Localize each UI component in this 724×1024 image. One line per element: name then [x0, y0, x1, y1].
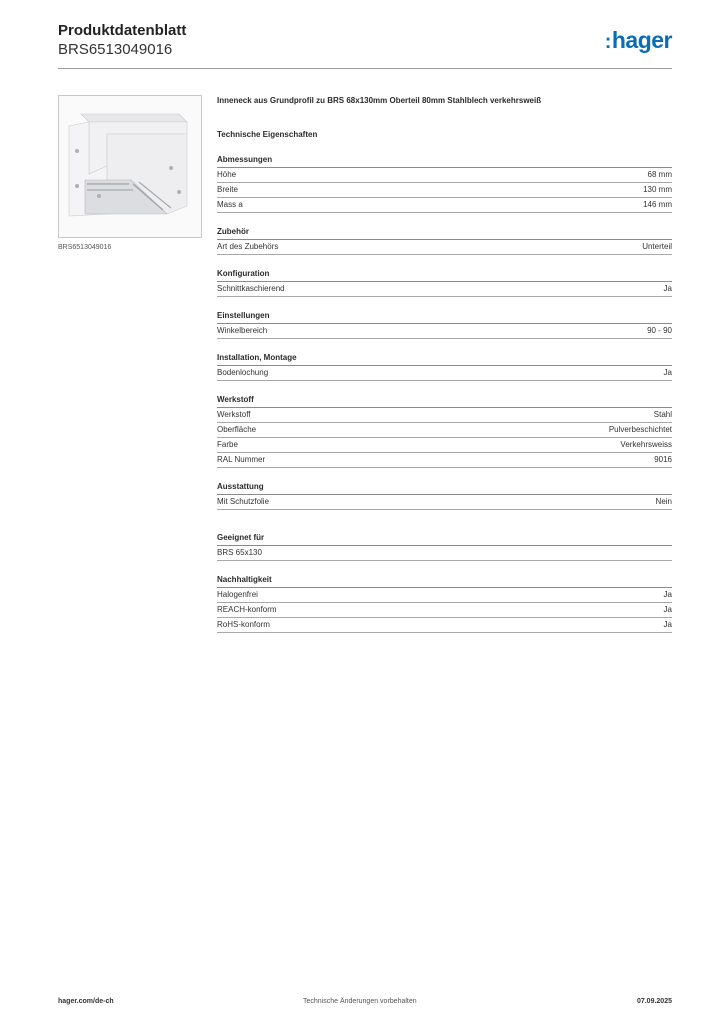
section-heading: Abmessungen [217, 155, 672, 168]
property-value: 68 mm [647, 170, 672, 179]
property-value: Ja [663, 605, 672, 614]
image-caption: BRS6513049016 [58, 244, 112, 251]
property-value: 90 - 90 [647, 326, 672, 335]
property-row [217, 198, 672, 213]
property-label: Halogenfrei [217, 590, 258, 599]
property-row [217, 408, 672, 423]
property-label: Höhe [217, 170, 237, 179]
property-row [217, 588, 672, 603]
property-row [217, 453, 672, 468]
property-row [217, 423, 672, 438]
property-label: Schnittkaschierend [217, 284, 285, 293]
property-row [217, 282, 672, 297]
footer-notice: Technische Änderungen vorbehalten [303, 998, 417, 1005]
section-heading: Geeignet für [217, 533, 672, 546]
property-row [217, 240, 672, 255]
section-heading: Einstellungen [217, 311, 672, 324]
section-heading: Nachhaltigkeit [217, 575, 672, 588]
document-title: Produktdatenblatt [58, 22, 187, 39]
property-row [217, 618, 672, 633]
property-section [217, 311, 672, 339]
property-section [217, 269, 672, 297]
header-divider [58, 68, 672, 69]
product-description: Inneneck aus Grundprofil zu BRS 68x130mm Oberteil 80mm Stahlblech verkehrsweiß [217, 96, 542, 105]
property-label: REACH-konform [217, 605, 277, 614]
property-label: Mass a [217, 200, 243, 209]
property-row [217, 603, 672, 618]
property-row [217, 183, 672, 198]
property-value: Ja [663, 284, 672, 293]
logo-text: hager [611, 27, 672, 53]
property-label: RAL Nummer [217, 455, 266, 464]
property-value: Pulverbeschichtet [608, 425, 672, 434]
inner-corner-product-icon [59, 96, 201, 237]
property-section [217, 482, 672, 510]
property-row [217, 324, 672, 339]
property-section [217, 533, 672, 561]
section-heading: Ausstattung [217, 482, 672, 495]
property-value: Ja [663, 620, 672, 629]
property-label: Oberfläche [217, 425, 257, 434]
property-section [217, 155, 672, 213]
property-section [217, 395, 672, 468]
property-label: BRS 65x130 [217, 548, 262, 557]
property-label: Mit Schutzfolie [217, 497, 270, 506]
product-details [217, 95, 672, 633]
property-row [217, 168, 672, 183]
document-subtitle: BRS6513049016 [58, 41, 173, 58]
property-value: Ja [663, 368, 672, 377]
property-value: 146 mm [643, 200, 672, 209]
property-label: RoHS-konform [217, 620, 270, 629]
property-row [217, 438, 672, 453]
property-section [217, 575, 672, 633]
property-section [217, 227, 672, 255]
property-value: 130 mm [643, 185, 672, 194]
section-heading: Zubehör [217, 227, 672, 240]
section-heading: Konfiguration [217, 269, 672, 282]
property-value: Ja [663, 590, 672, 599]
property-value: Nein [655, 497, 672, 506]
footer-website: hager.com/de-ch [58, 998, 114, 1005]
page-header [58, 22, 672, 59]
property-value: Verkehrsweiss [620, 440, 672, 449]
property-label: Bodenlochung [217, 368, 269, 377]
property-value: 9016 [654, 455, 672, 464]
property-sections [217, 155, 672, 633]
property-label: Breite [217, 185, 238, 194]
technical-properties-title: Technische Eigenschaften [217, 130, 318, 139]
property-label: Winkelbereich [217, 326, 268, 335]
hager-logo: :hager [604, 27, 672, 53]
footer-date: 07.09.2025 [636, 998, 672, 1005]
property-label: Werkstoff [217, 410, 251, 419]
section-heading: Werkstoff [217, 395, 672, 408]
property-label: Farbe [217, 440, 238, 449]
property-value: Unterteil [642, 242, 672, 251]
product-image [58, 95, 202, 238]
property-label: Art des Zubehörs [217, 242, 279, 251]
property-row [217, 546, 672, 561]
property-row [217, 366, 672, 381]
section-heading: Installation, Montage [217, 353, 672, 366]
property-value: Stahl [653, 410, 672, 419]
property-section [217, 353, 672, 381]
property-row [217, 495, 672, 510]
